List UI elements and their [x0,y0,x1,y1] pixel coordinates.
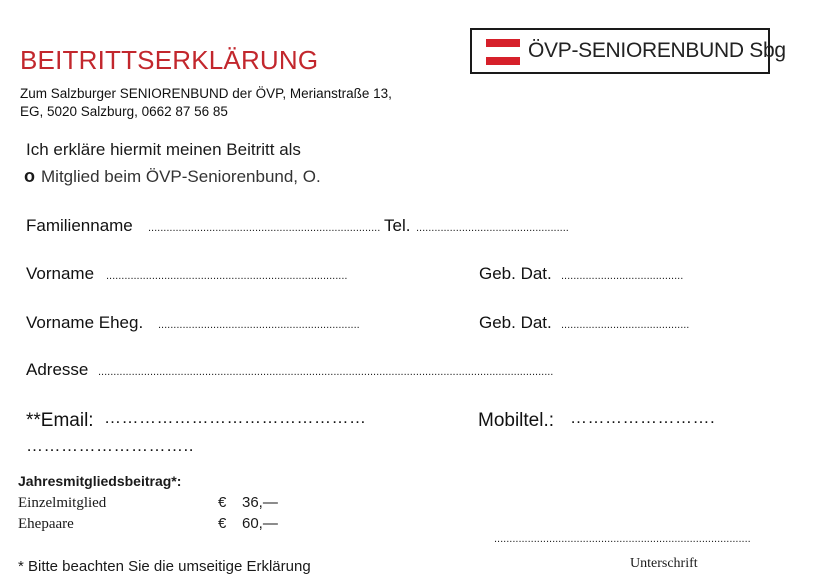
logo-text [528,39,786,63]
signature-field[interactable]: .................................................................................... [494,533,751,545]
tel-label: Tel. [384,216,411,235]
address-line-2: EG, 5020 Salzburg, 0662 87 56 85 [20,104,228,119]
austria-flag-icon [486,39,520,65]
membership-option[interactable] [24,166,321,187]
fee-currency: € [218,494,227,511]
geb-dat-eheg-label: Geb. Dat. [479,313,552,332]
fee-title: Jahresmitgliedsbeitrag*: [18,473,182,489]
fee-label: Einzelmitglied [18,495,107,511]
logo-suffix: Sbg [749,39,786,62]
familienname-field[interactable]: ............................................................................ [148,222,381,234]
fee-amount: 36,— [242,494,278,511]
familienname-label: Familienname [26,216,133,235]
tel-field[interactable]: .................................................. [416,222,569,234]
option-bullet[interactable]: o [24,166,35,186]
adresse-field[interactable]: ..................................................................................................................................................... [98,366,554,378]
fee-row-einzel [18,494,278,512]
vorname-eheg-field[interactable]: .................................................................. [158,319,360,331]
vorname-label: Vorname [26,264,95,283]
option-label: Mitglied beim ÖVP-Seniorenbund, O. [41,167,321,186]
geb-dat-field[interactable]: ........................................ [561,270,684,282]
geb-dat-label: Geb. Dat. [479,264,552,283]
oevp-seniorenbund-logo [470,28,786,74]
fee-amount: 60,— [242,515,278,532]
mobiltel-label: Mobiltel.: [478,410,555,431]
form-title: BEITRITTSERKLÄRUNG [20,45,319,75]
email-label: **Email: [26,410,94,431]
vorname-field[interactable]: ............................................................................... [106,270,348,282]
address-line-1: Zum Salzburger SENIORENBUND der ÖVP, Merianstraße 13, [20,86,392,101]
email-field[interactable]: ……………………………………… [104,408,367,427]
declaration-intro: Ich erkläre hiermit meinen Beitritt als [26,140,301,159]
email-field-continuation[interactable]: ……………………….. [26,436,194,455]
adresse-label: Adresse [26,360,89,379]
signature-label: Unterschrift [630,556,698,571]
mobiltel-field[interactable]: ……………………. [570,408,716,427]
geb-dat-eheg-field[interactable]: .......................................... [561,319,690,331]
logo-name: ÖVP-SENIORENBUND [528,39,744,62]
footer-note: * Bitte beachten Sie die umseitige Erklärung [18,558,311,575]
vorname-eheg-label: Vorname Eheg. [26,313,144,332]
fee-label: Ehepaare [18,516,74,532]
fee-row-ehepaare [18,515,278,533]
fee-currency: € [218,515,227,532]
